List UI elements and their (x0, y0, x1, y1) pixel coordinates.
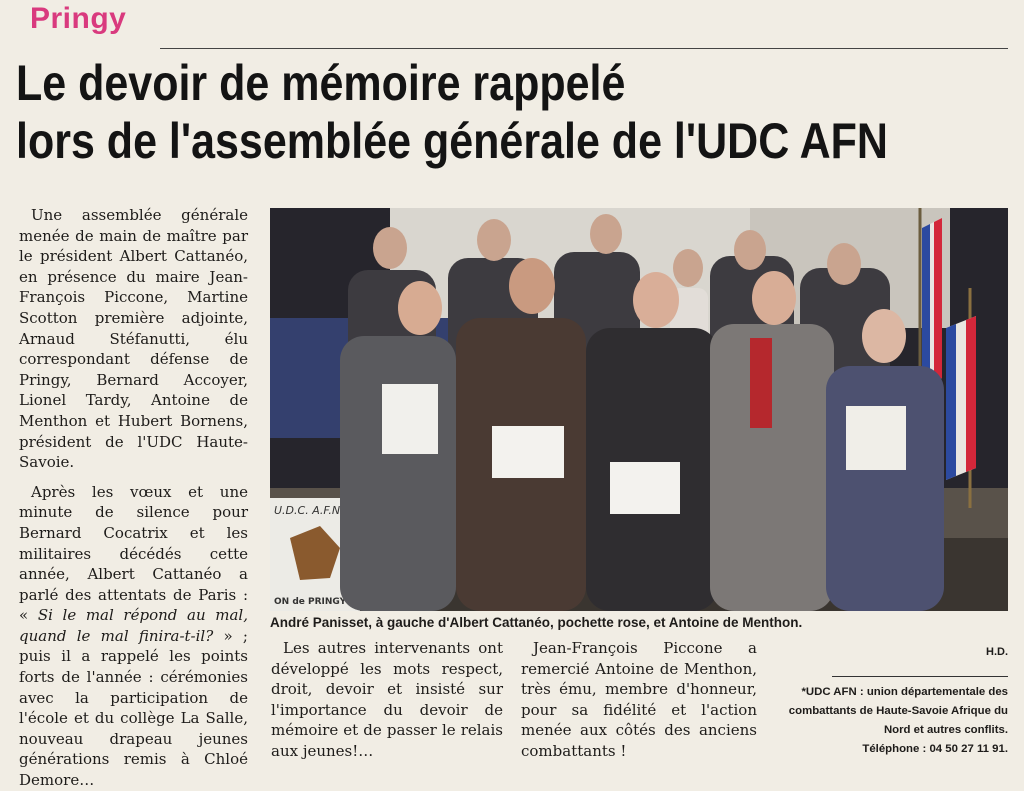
banner-text-top: U.D.C. A.F.N (274, 504, 341, 517)
note-rule (832, 676, 1008, 677)
footnote-box (772, 683, 1008, 759)
footnote-phone: Téléphone : 04 50 27 11 91. (862, 743, 1008, 755)
headline-line-2: lors de l'assemblée générale de l'UDC AFN (16, 113, 888, 169)
section-rule (160, 48, 1008, 49)
article-column-1 (19, 205, 248, 791)
article-column-3 (521, 638, 757, 762)
photo-caption: André Panisset, à gauche d'Albert Cattanéo, pochette rose, et Antoine de Menthon. (270, 615, 803, 630)
paragraph-2 (19, 482, 248, 791)
author-credit: H.D. (986, 646, 1008, 658)
paragraph-2-quote: Si le mal répond au mal, quand le mal finira-t-il? (19, 606, 248, 645)
paragraph-3: Les autres intervenants ont développé les mots respect, droit, devoir et insisté sur l'importance du devoir de mémoire et de passer le relais aux jeunes!… (271, 639, 503, 760)
footnote-label: *UDC AFN : (801, 686, 864, 698)
paragraph-4: Jean-François Piccone a remercié Antoine de Menthon, très ému, membre d'honneur, pour sa fidélité et l'action menée aux côtés des anciens combattants ! (521, 639, 757, 760)
article-column-2 (271, 638, 503, 762)
paragraph-2-text-b: » ; puis il a rappelé les points forts de l'année : cérémonies avec la participation de l'école et du collège La Salle, nouveau drapeau jeunes générations remis à Chloé Demore… (19, 626, 248, 790)
group-photo (270, 208, 1008, 611)
article-headline (16, 54, 888, 170)
footnote-text: union départementale des combattants de Haute-Savoie Afrique du Nord et autres conflits. (788, 686, 1008, 736)
banner-text-bottom: ON de PRINGY (274, 597, 347, 607)
paragraph-2-text-a: Après les vœux et une minute de silence pour Bernard Cocatrix et les militaires décédés cette année, Albert Cattanéo a parlé des attentats de Paris : « (19, 482, 248, 625)
section-label: Pringy (30, 2, 127, 35)
paragraph-1: Une assemblée générale menée de main de maître par le président Albert Cattanéo, en présence du maire Jean-François Piccone, Martine Scotton première adjointe, Arnaud Stéfanutti, élu correspondant défense de Pringy, Bernard Accoyer, Lionel Tardy, Antoine de Menthon et Hubert Bornens, président de l'UDC Haute-Savoie. (19, 206, 248, 472)
headline-line-1: Le devoir de mémoire rappelé (16, 55, 626, 111)
